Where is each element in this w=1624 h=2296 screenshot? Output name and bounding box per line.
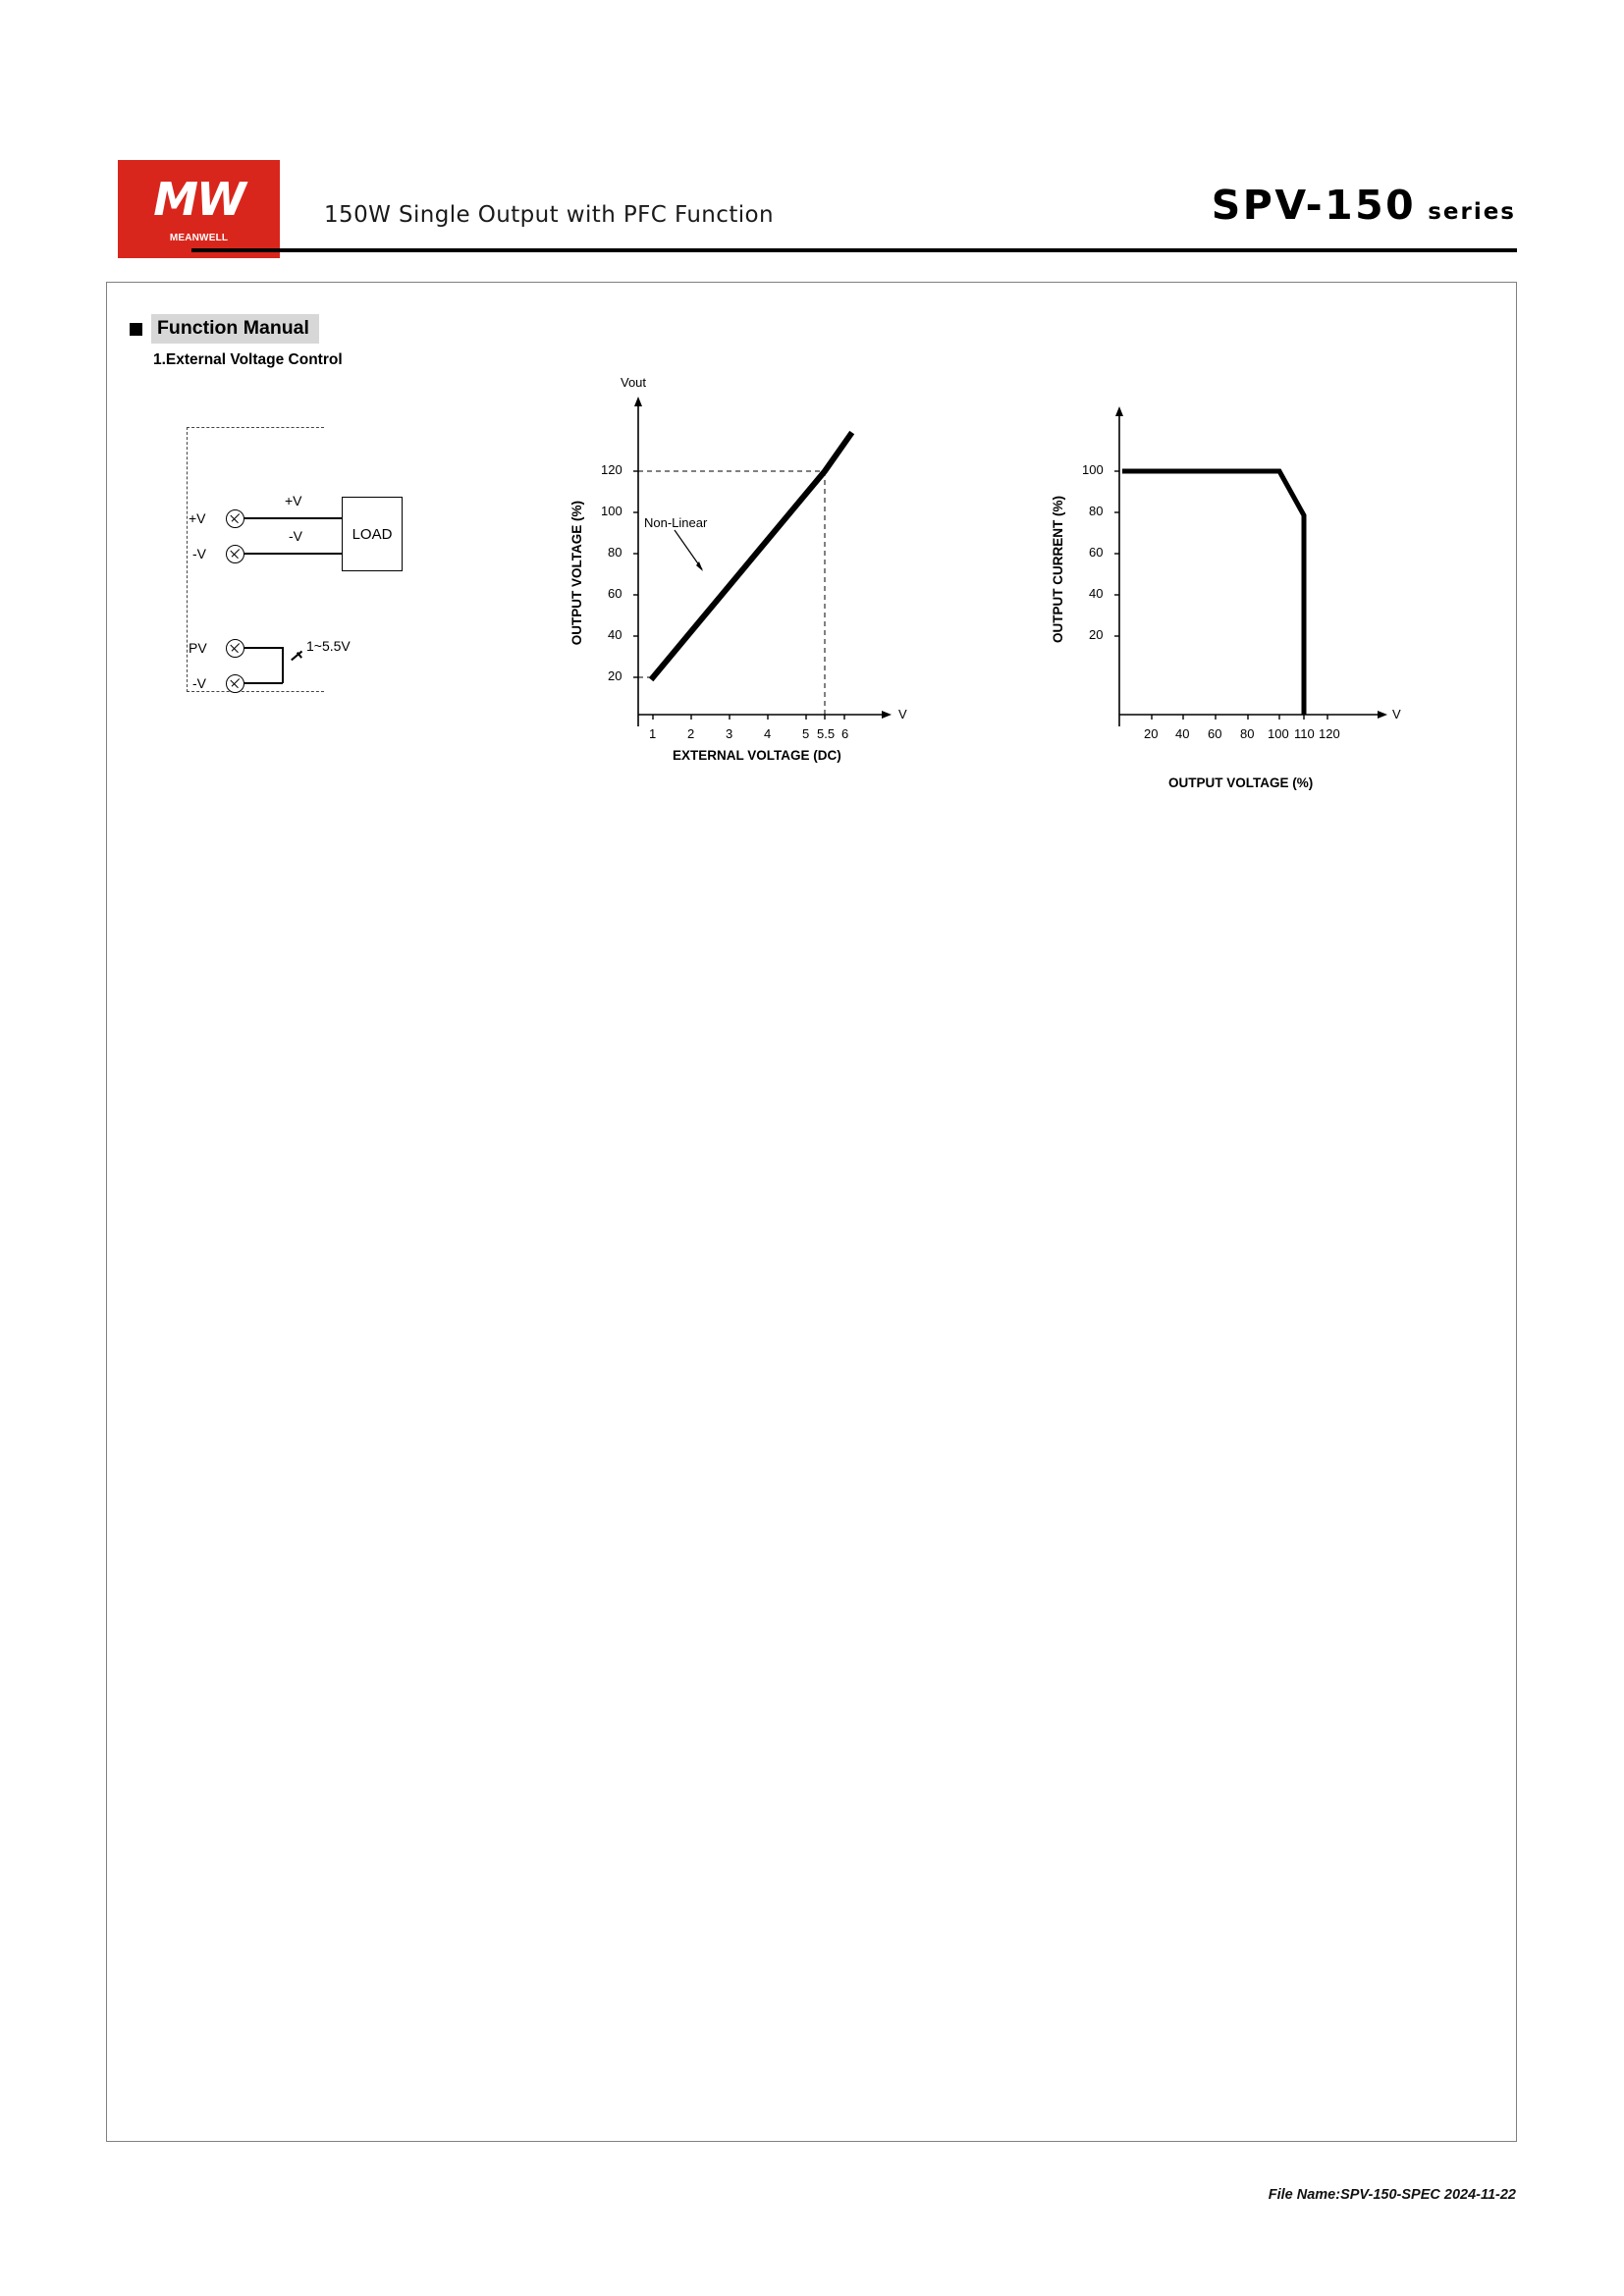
- chart-1-ytick: 20: [608, 668, 623, 683]
- chart-1-ytick: 100: [601, 504, 623, 518]
- chart-1-xtick: 3: [726, 726, 733, 741]
- chart-2-canvas: [1041, 393, 1453, 726]
- section-heading: [130, 314, 319, 344]
- chart-1-ytick: 40: [608, 627, 623, 642]
- header-subtitle: 150W Single Output with PFC Function: [324, 202, 774, 228]
- circuit-label-plus-v-left: +V: [189, 510, 206, 526]
- chart-1-xtick: 1: [649, 726, 657, 741]
- section-subheading: 1.External Voltage Control: [153, 351, 343, 368]
- chart-2-xtick: 120: [1319, 726, 1340, 741]
- circuit-label-pv: PV: [189, 640, 207, 656]
- chart-2-xtick: 40: [1175, 726, 1190, 741]
- header-model: SPV-150: [1211, 182, 1417, 229]
- header-divider: [191, 248, 1517, 252]
- chart-1-ytick: 80: [608, 545, 623, 560]
- chart-1-xtick: 5.5: [817, 726, 836, 741]
- chart-1-ytick: 120: [601, 462, 623, 477]
- logo-wordmark: [170, 229, 228, 243]
- chart-1-xtick: 2: [687, 726, 695, 741]
- chart-2-xtick: 110: [1294, 726, 1315, 741]
- chart-1-xtick: 5: [802, 726, 810, 741]
- chart-2-xtick: 20: [1144, 726, 1159, 741]
- chart-2-ytick: 80: [1089, 504, 1104, 518]
- chart-2-xtick: 100: [1268, 726, 1289, 741]
- terminal-minus-v-2: [226, 674, 244, 693]
- header-title: [1212, 182, 1516, 229]
- chart-2-xtick: 60: [1208, 726, 1222, 741]
- square-bullet-icon: [130, 323, 142, 336]
- wire-minus-v-2: [244, 682, 283, 684]
- chart-2-ytick: 40: [1089, 586, 1104, 601]
- potentiometer-range-label: 1~5.5V: [306, 638, 351, 654]
- wire-plus-v: [244, 517, 342, 519]
- chart-1-x-axis-label: EXTERNAL VOLTAGE (DC): [673, 748, 841, 763]
- chart-1-canvas: [560, 393, 992, 726]
- external-voltage-control-circuit: [167, 412, 530, 726]
- wire-minus-v: [244, 553, 342, 555]
- chart-2-ytick: 20: [1089, 627, 1104, 642]
- terminal-pv: [226, 639, 244, 658]
- chart-external-voltage-control: [560, 375, 992, 785]
- chart-1-x-axis-caption: V: [898, 707, 907, 721]
- chart-2-y-axis-label: OUTPUT CURRENT (%): [1051, 496, 1065, 643]
- chart-2-xtick: 80: [1240, 726, 1255, 741]
- footer-file-name: File Name:SPV-150-SPEC 2024-11-22: [1268, 2187, 1516, 2203]
- chart-1-y-axis-caption: Vout: [621, 375, 647, 390]
- circuit-label-minus-v-left-2: -V: [192, 675, 206, 691]
- mean-well-logo: [118, 160, 280, 258]
- chart-2-x-axis-label: OUTPUT VOLTAGE (%): [1168, 775, 1314, 790]
- chart-1-xtick: 6: [841, 726, 849, 741]
- terminal-minus-v: [226, 545, 244, 563]
- chart-1-xtick: 4: [764, 726, 772, 741]
- wire-pv: [244, 647, 283, 649]
- circuit-label-minus-v-left: -V: [192, 546, 206, 561]
- chart-2-ytick: 100: [1082, 462, 1104, 477]
- logo-mw-mark: MW: [153, 173, 244, 226]
- chart-1-y-axis-label: OUTPUT VOLTAGE (%): [569, 501, 584, 646]
- chart-output-current-derating: [1041, 393, 1453, 790]
- section-heading-label: Function Manual: [151, 314, 319, 344]
- terminal-plus-v: [226, 509, 244, 528]
- circuit-label-plus-v-right: +V: [285, 493, 302, 508]
- load-label: LOAD: [352, 525, 393, 543]
- chart-1-ytick: 60: [608, 586, 623, 601]
- logo-wordmark-text: MEANWELL: [169, 233, 229, 243]
- load-block: [342, 497, 403, 571]
- power-supply-boundary: [187, 427, 324, 692]
- circuit-label-minus-v-right: -V: [289, 528, 302, 544]
- potentiometer-body: [282, 647, 284, 683]
- chart-2-x-axis-caption: V: [1392, 707, 1401, 721]
- chart-2-ytick: 60: [1089, 545, 1104, 560]
- header-series: series: [1428, 199, 1516, 225]
- chart-1-annotation: Non-Linear: [644, 515, 708, 530]
